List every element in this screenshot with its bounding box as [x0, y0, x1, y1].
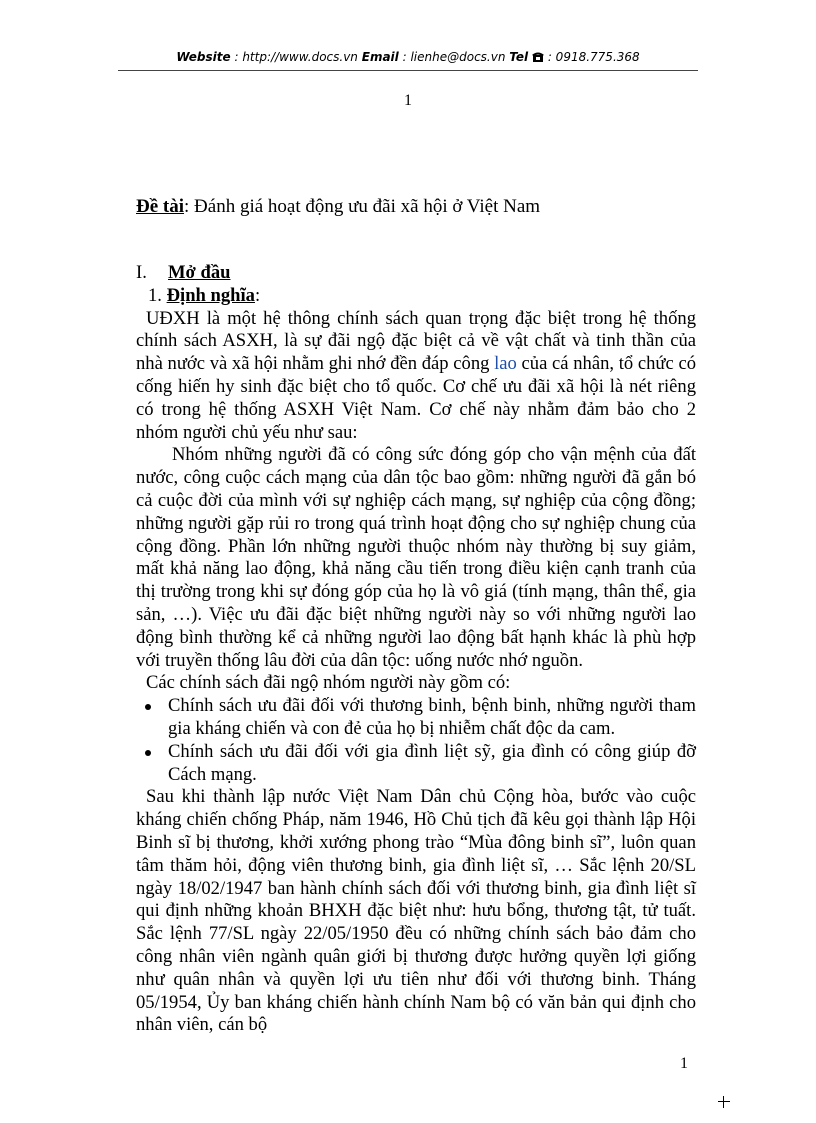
bullet-icon — [145, 750, 151, 756]
page-number-top: 1 — [404, 92, 412, 109]
paragraph-group-description: Nhóm những người đã có công sức đóng góp cho vận mệnh của đất nước, công cuộc cách mạng của dân tộc bao gồm: những người đã gắn bó cả cuộc đời của mình với sự nghiệp cách mạng, sự nghiệp của cộng đồng; những người gặp rủi ro trong quá trình hoạt động cho sự nghiệp chung của cộng đồng. Phần lớn những người thuộc nhóm này thường bị suy giảm, mất khả năng lao động, khả năng cầu tiến trong điều kiện cạnh tranh của thị trường trong khi sự đóng góp của họ là vô giá (tính mạng, thân thể, gia sản, …). Việc ưu đãi đặc biệt những người này so với những người lao động bình thường kể cả những người lao động bất hạnh khác là phù hợp với truyền thống lâu đời của dân tộc: uống nước nhớ nguồn. — [136, 444, 696, 671]
phone-number[interactable]: : 0918.775.368 — [547, 50, 640, 64]
bullet-icon — [145, 704, 151, 710]
subsection-title: Định nghĩa — [166, 284, 255, 306]
paragraph-definition-part2: của cá nhân, tổ chức có cống hiến hy sinh đặc biệt cho tổ quốc. Cơ chế ưu đãi xã hội là nét riêng có trong hệ thống ASXH Việt Nam. Cơ chế này nhằm đảm bảo cho 2 nhóm người chủ yếu như sau: — [136, 353, 696, 443]
paragraph-policies-intro: Các chính sách đãi ngộ nhóm người này gồm có: — [146, 672, 511, 694]
list-item-text: Chính sách ưu đãi đối với thương binh, bệnh binh, những người tham gia kháng chiến và con đẻ của họ bị nhiễm chất độc da cam. — [168, 695, 696, 739]
subsection-number: 1. — [148, 284, 167, 306]
list-item-text: Chính sách ưu đãi đối với gia đình liệt sỹ, gia đình có công giúp đỡ Cách mạng. — [168, 740, 696, 785]
email-address[interactable]: : lienhe@docs.vn — [402, 50, 506, 64]
section-title: Mở đầu — [168, 262, 231, 283]
topic-label: Đề tài — [136, 196, 185, 217]
highlighted-word-link[interactable]: lao — [494, 353, 517, 375]
paragraph-definition — [136, 308, 696, 445]
header-divider — [118, 70, 698, 71]
list-item — [136, 695, 696, 741]
tel-label: Tel — [509, 50, 529, 64]
list-item — [136, 741, 696, 787]
topic-text: : Đánh giá hoạt động ưu đãi xã hội ở Việt Nam — [184, 196, 541, 217]
website-label: Website — [176, 50, 231, 64]
email-label: Email — [361, 50, 399, 64]
crop-mark-icon — [718, 1096, 730, 1108]
phone-icon — [532, 50, 544, 64]
page-number-bottom: 1 — [680, 1055, 688, 1072]
topic-line — [136, 196, 540, 218]
document-body — [136, 262, 696, 1037]
site-header — [118, 50, 698, 64]
section-heading — [136, 262, 696, 285]
subsection-suffix: : — [254, 284, 261, 306]
website-url[interactable]: : http://www.docs.vn — [234, 50, 358, 64]
paragraph-history: Sau khi thành lập nước Việt Nam Dân chủ Cộng hòa, bước vào cuộc kháng chiến chống Pháp, năm 1946, Hồ Chủ tịch đã kêu gọi thành lập Hội Binh sĩ bị thương, khởi xướng phong trào “Mùa đông binh sĩ”, luôn quan tâm thăm hỏi, động viên thương binh, gia đình liệt sĩ, … Sắc lệnh 20/SL ngày 18/02/1947 ban hành chính sách đối với thương binh, gia đình liệt sĩ qui định những khoản BHXH đặc biệt như: hưu bổng, thương tật, tử tuất. Sắc lệnh 77/SL ngày 22/05/1950 đều có những chính sách bảo đảm cho công nhân viên ngành quân giới bị thương được hưởng quyền lợi giống như quân nhân và quyền lợi ưu tiên như đối với thương binh. Tháng 05/1954, Ủy ban kháng chiến hành chính Nam bộ có văn bản qui định cho nhân viên, cán bộ — [136, 786, 696, 1036]
paragraph-definition-part1: UĐXH là một hệ thông chính sách quan trọng đặc biệt trong hệ thống chính sách ASXH, là sự đãi ngộ đặc biệt cả về vật chất và tinh thần của nhà nước và xã hội nhằm ghi nhớ đền đáp công — [136, 307, 696, 375]
section-numeral: I. — [136, 262, 147, 283]
subsection-heading — [136, 285, 696, 308]
policy-bullet-list — [136, 695, 696, 786]
